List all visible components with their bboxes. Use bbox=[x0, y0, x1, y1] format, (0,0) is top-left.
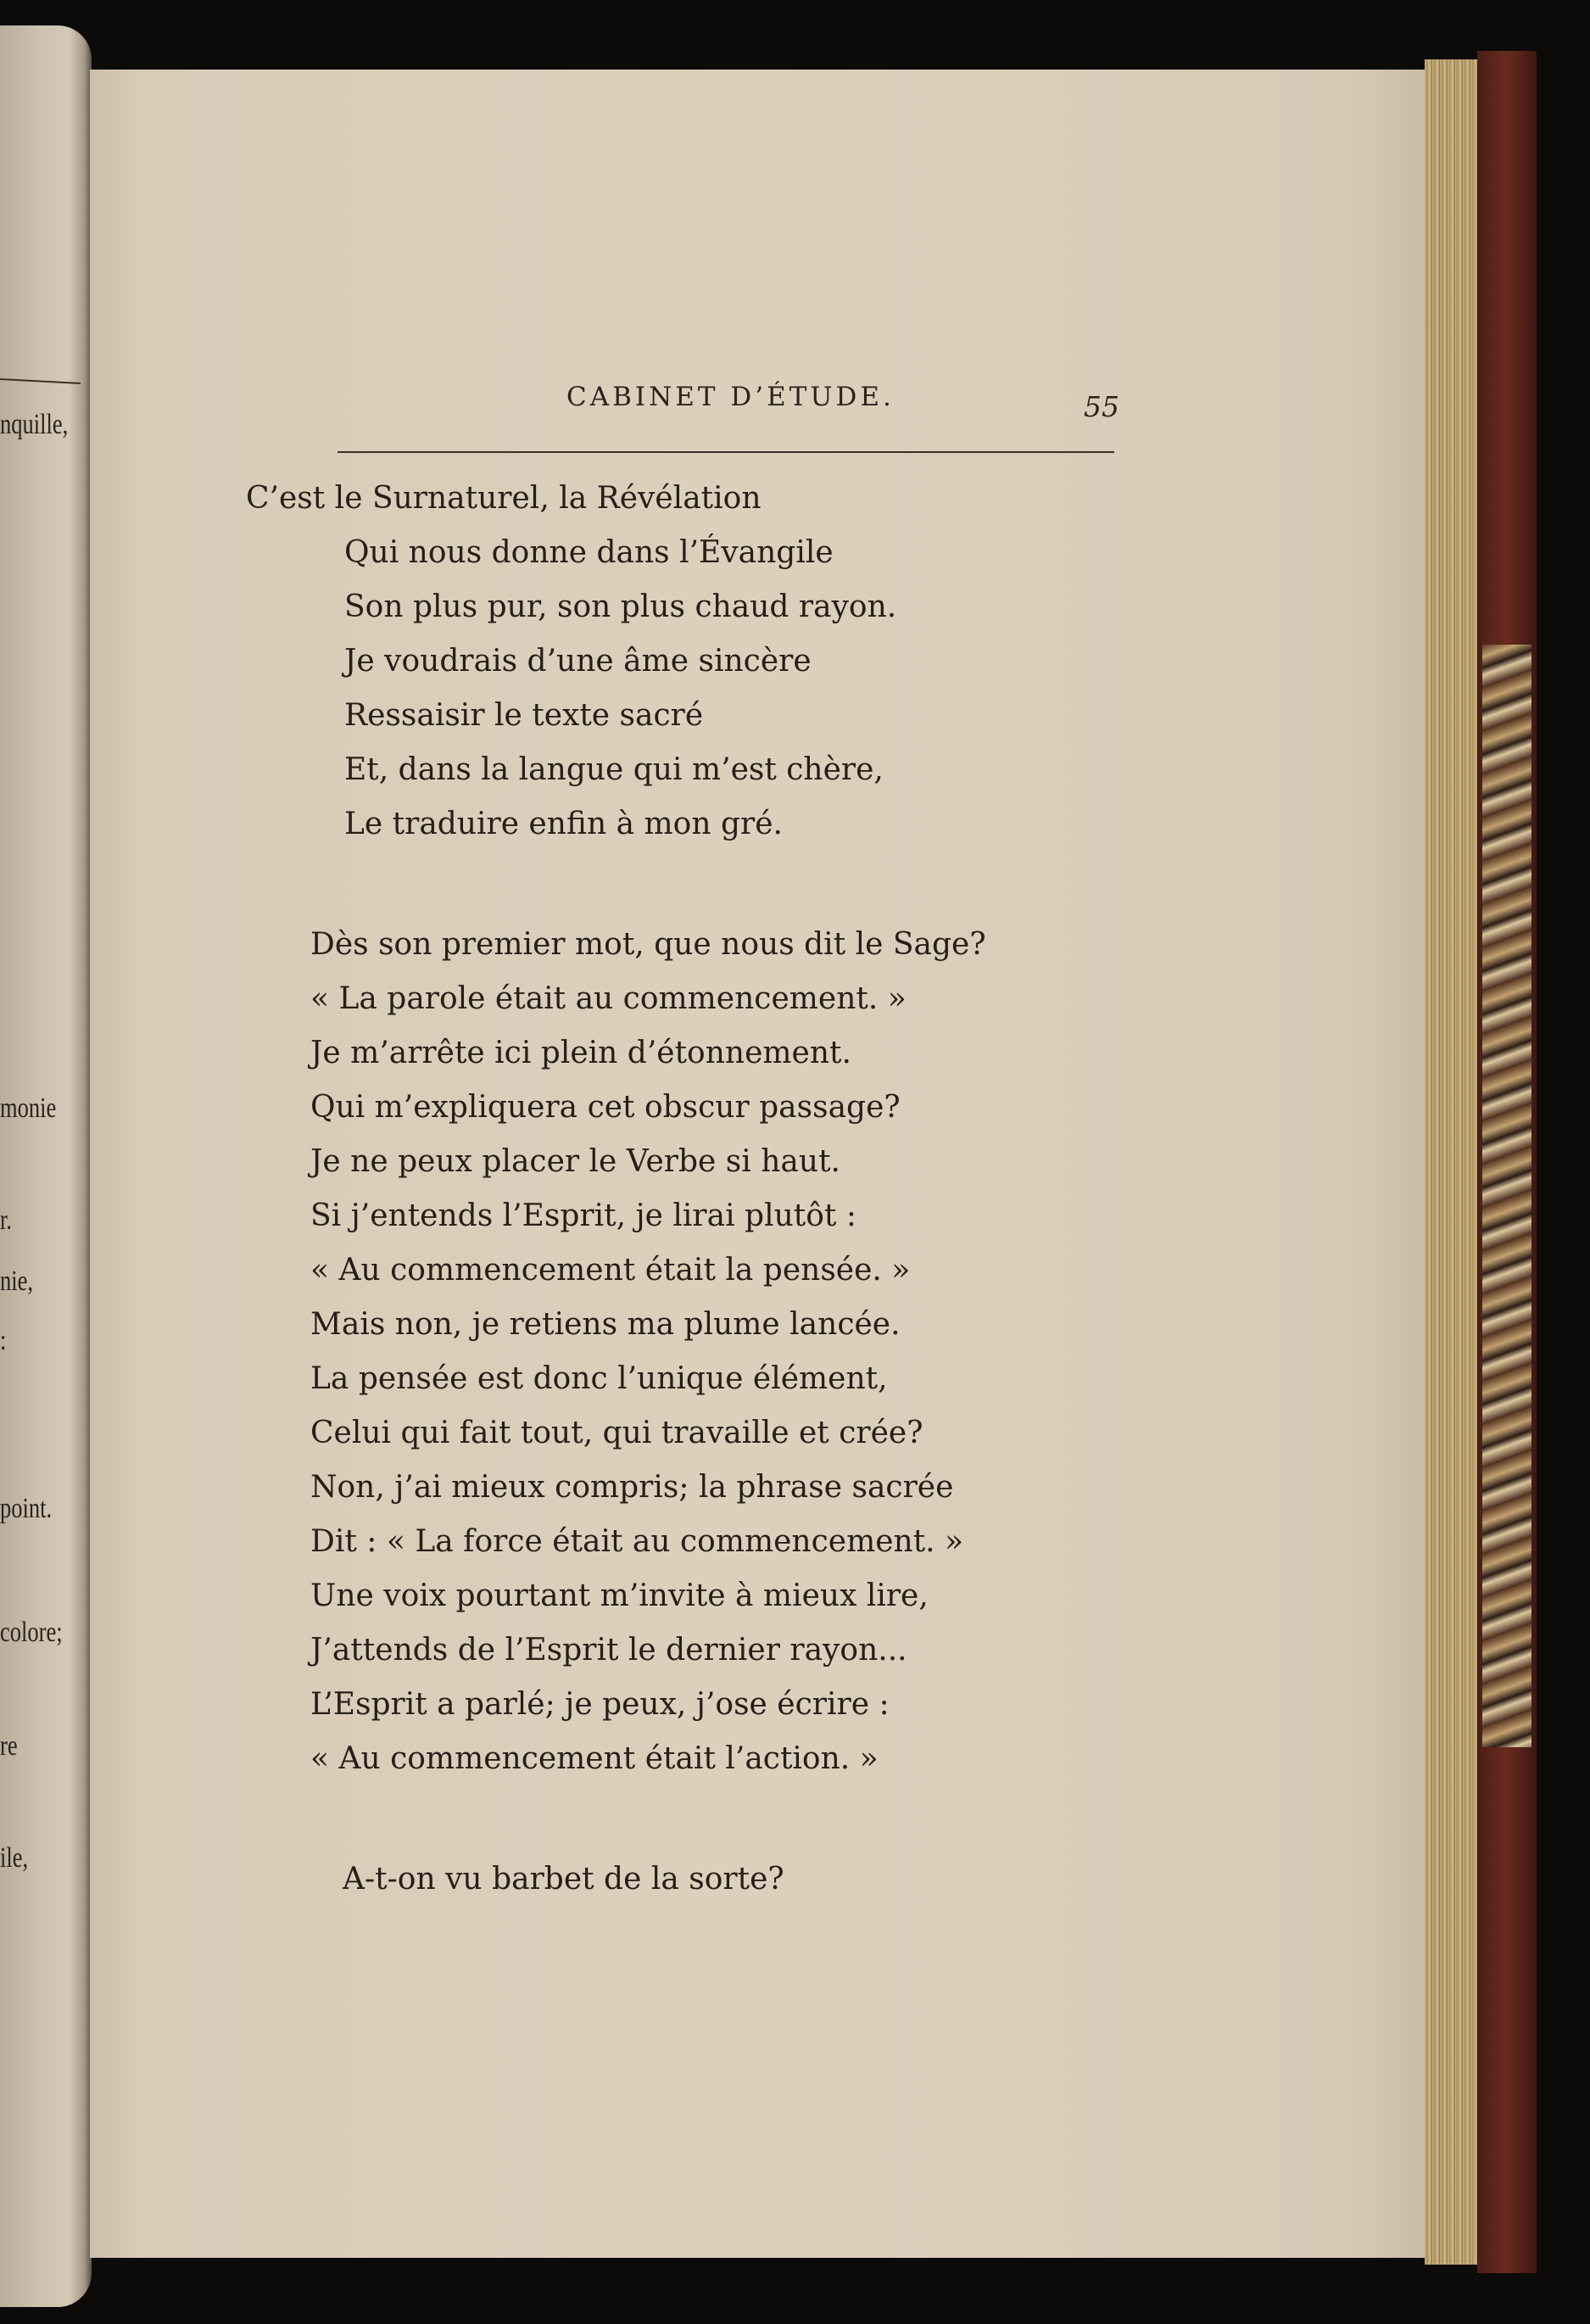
verse-line: J’attends de l’Esprit le dernier rayon... bbox=[310, 1633, 907, 1668]
facing-page-fragment: nie, bbox=[0, 1265, 34, 1297]
facing-page-fragment: colore; bbox=[0, 1617, 63, 1648]
verse-line: La pensée est donc l’unique élément, bbox=[310, 1361, 888, 1396]
verse-line: « Au commencement était l’action. » bbox=[310, 1741, 879, 1776]
verse-line: Qui m’expliquera cet obscur passage? bbox=[310, 1090, 901, 1125]
marbled-endpaper bbox=[1482, 645, 1531, 1747]
header-rule bbox=[338, 451, 1114, 453]
facing-page-header-rule bbox=[0, 378, 81, 384]
verse-line: Je voudrais d’une âme sincère bbox=[344, 644, 812, 679]
facing-page-fragment: ile, bbox=[0, 1842, 29, 1874]
verse-line: Dit : « La force était au commencement. » bbox=[310, 1524, 964, 1559]
page-number: 55 bbox=[1084, 390, 1119, 423]
verse-line: Je ne peux placer le Verbe si haut. bbox=[310, 1144, 840, 1179]
verse-line: L’Esprit a parlé; je peux, j’ose écrire : bbox=[310, 1687, 890, 1722]
verse-line: Dès son premier mot, que nous dit le Sage? bbox=[310, 927, 986, 962]
verse-line: Le traduire enfin à mon gré. bbox=[344, 807, 783, 841]
facing-page-fragment: r. bbox=[0, 1204, 13, 1236]
verse-line: Celui qui fait tout, qui travaille et crée? bbox=[310, 1416, 923, 1450]
verse-line: Je m’arrête ici plein d’étonnement. bbox=[310, 1036, 851, 1070]
verse-line: Ressaisir le texte sacré bbox=[344, 698, 704, 733]
facing-page-fragment: nquille, bbox=[0, 409, 69, 440]
facing-page-fragment: : bbox=[0, 1325, 7, 1356]
facing-page-fragment: re bbox=[0, 1730, 18, 1762]
verse-line: C’est le Surnaturel, la Révélation bbox=[246, 481, 762, 516]
verse-line: Une voix pourtant m’invite à mieux lire, bbox=[310, 1578, 929, 1613]
book-page bbox=[90, 70, 1425, 2258]
verse-line: « Au commencement était la pensée. » bbox=[310, 1253, 911, 1288]
facing-page-fragment: monie bbox=[0, 1092, 57, 1124]
verse-line: « La parole était au commencement. » bbox=[310, 981, 907, 1016]
verse-line: A-t-on vu barbet de la sorte? bbox=[343, 1862, 784, 1897]
verse-line: Et, dans la langue qui m’est chère, bbox=[344, 752, 884, 787]
verse-line: Mais non, je retiens ma plume lancée. bbox=[310, 1307, 901, 1342]
verse-line: Qui nous donne dans l’Évangile bbox=[344, 535, 834, 570]
verse-line: Son plus pur, son plus chaud rayon. bbox=[344, 589, 897, 624]
page-fore-edge bbox=[1425, 59, 1477, 2265]
verse-line: Si j’entends l’Esprit, je lirai plutôt : bbox=[310, 1198, 856, 1233]
verse-line: Non, j’ai mieux compris; la phrase sacrée bbox=[310, 1470, 954, 1505]
running-header: CABINET D’ÉTUDE. bbox=[566, 382, 895, 412]
facing-page-fragment: point. bbox=[0, 1493, 53, 1524]
facing-page bbox=[0, 25, 92, 2307]
